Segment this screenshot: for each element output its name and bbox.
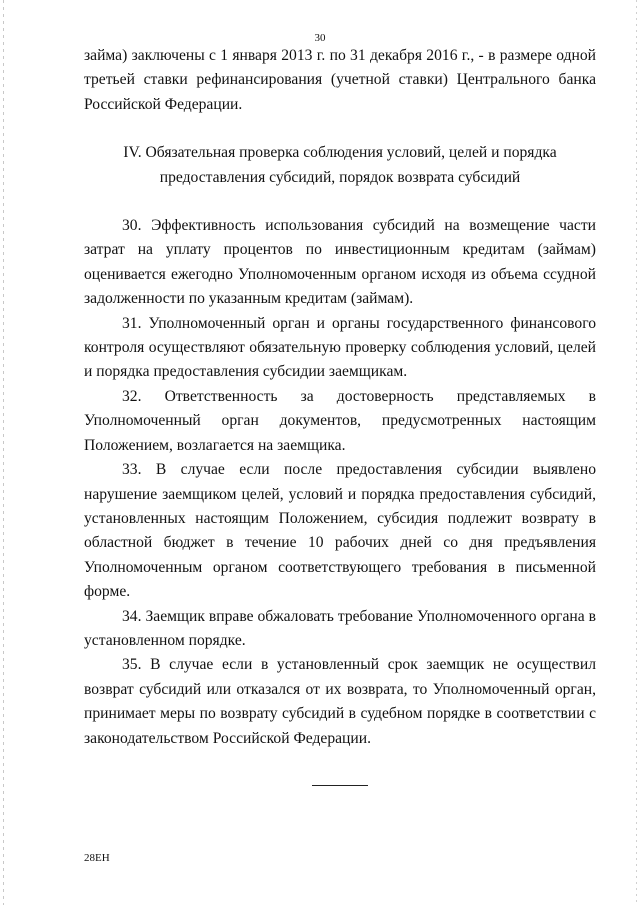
footer-document-code: 28ЕН <box>84 852 110 864</box>
paragraph-32: 32. Ответственность за достоверность представляемых в Уполномоченный орган документов, предусмотренных настоящим Положением, возлагается на заемщика. <box>84 387 596 454</box>
document-body <box>84 44 596 751</box>
paragraph-list <box>84 214 596 751</box>
page-number: 30 <box>314 32 326 44</box>
paragraph-34: 34. Заемщик вправе обжаловать требование Уполномоченного органа в установленном порядке. <box>84 607 596 649</box>
paragraph-35: 35. В случае если в установленный срок заемщик не осуществил возврат субсидий или отказался от их возврата, то Уполномоченный орган, принимает меры по возврату субсидий в судебном порядке в соответствии с законодательством Российской Федерации. <box>84 656 596 747</box>
intro-paragraph: займа) заключены с 1 января 2013 г. по 31 декабря 2016 г., - в размере одной третьей ставки рефинансирования (учетной ставки) Центрального банка Российской Федерации. <box>84 47 596 113</box>
scan-edge-left <box>3 0 4 905</box>
paragraph-31: 31. Уполномоченный орган и органы государственного финансового контроля осуществляют обязательную проверку соблюдения условий, целей и порядка предоставления субсидии заемщикам. <box>84 314 596 381</box>
paragraph-33: 33. В случае если после предоставления субсидии выявлено нарушение заемщиком целей, условий и порядка предоставления субсидий, установленных настоящим Положением, субсидия подлежит возврату в областной бюджет в течение 10 рабочих дней со дня предъявления Уполномоченным органом соответствующего требования в письменной форме. <box>84 461 596 601</box>
section-heading-line-1: IV. Обязательная проверка соблюдения условий, целей и порядка <box>123 144 557 162</box>
section-heading-line-2: предоставления субсидий, порядок возврата субсидий <box>159 168 521 186</box>
section-heading <box>84 141 596 190</box>
scan-edge-right <box>636 0 637 905</box>
end-separator-line <box>312 785 368 786</box>
paragraph-30: 30. Эффективность использования субсидий на возмещение части затрат на уплату процентов по инвестиционным кредитам (займам) оценивается ежегодно Уполномоченным органом исходя из объема ссудной задолженности по указанным кредитам (займам). <box>84 217 596 308</box>
